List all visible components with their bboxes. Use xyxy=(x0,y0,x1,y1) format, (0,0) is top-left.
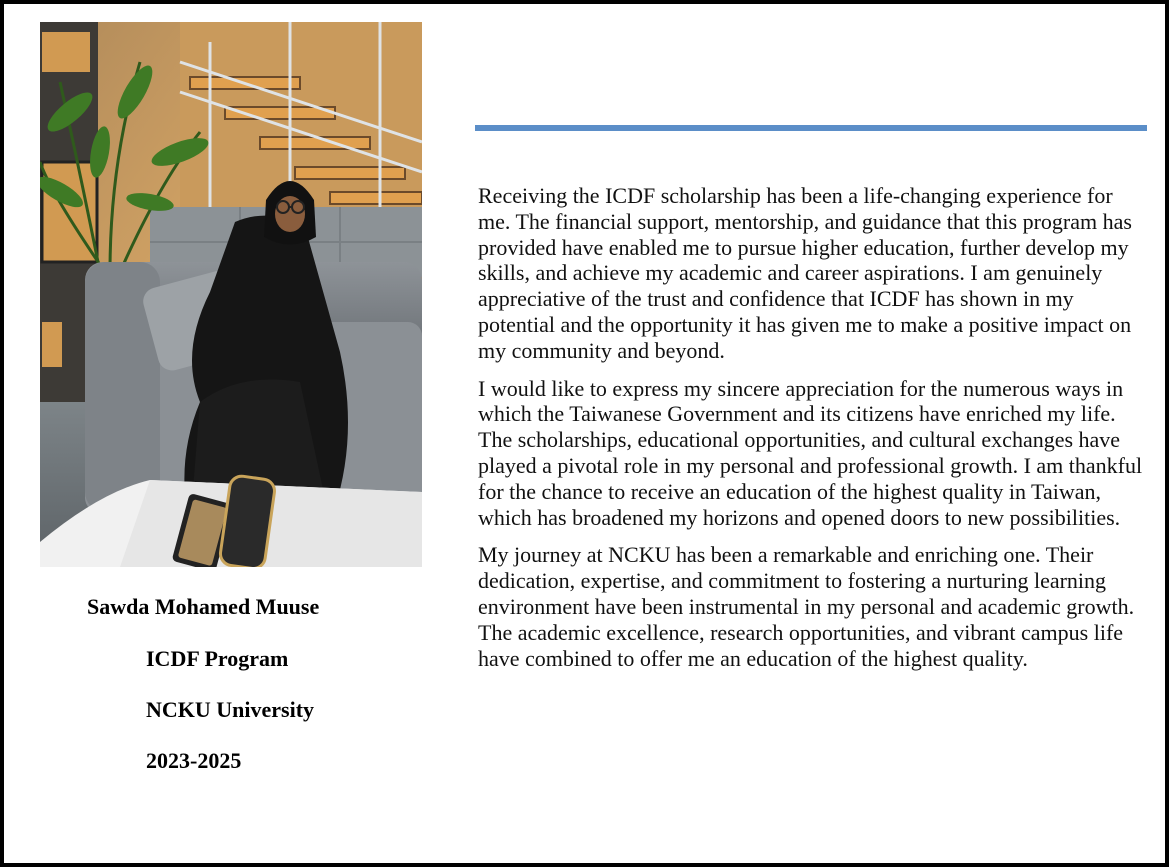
profile-photo-illustration xyxy=(40,22,422,567)
profile-photo xyxy=(40,22,422,567)
testimonial-text xyxy=(478,183,1148,683)
university-name: NCKU University xyxy=(146,697,315,722)
testimonial-paragraph: I would like to express my sincere appreciation for the numerous ways in which the Taiwanese Government and its citizens have enriched my life. The scholarships, educational opportunities, and cultural exchanges have played a pivotal role in my personal and professional growth. I am thankful for the chance to receive an education of the highest quality in Taiwan, which has broadened my horizons and opened doors to new possibilities. xyxy=(478,375,1143,530)
section-divider xyxy=(475,125,1147,131)
testimonial-paragraph: Receiving the ICDF scholarship has been a life-changing experience for me. The financial support, mentorship, and guidance that this program has provided have enabled me to pursue higher education, further develop my skills, and achieve my academic and career aspirations. I am genuinely appreciative of the trust and confidence that ICDF has shown in my potential and the opportunity it has given me to make a positive impact on my community and beyond. xyxy=(478,183,1132,363)
student-name: Sawda Mohamed Muuse xyxy=(87,594,320,619)
testimonial-paragraph: My journey at NCKU has been a remarkable and enriching one. Their dedication, expertise, and commitment to fostering a nurturing learning environment have been instrumental in my personal and academic growth. The academic excellence, research opportunities, and vibrant campus life have combined to offer me an education of the highest quality. xyxy=(478,542,1135,671)
program-name: ICDF Program xyxy=(146,646,289,671)
program-years: 2023-2025 xyxy=(146,748,242,773)
